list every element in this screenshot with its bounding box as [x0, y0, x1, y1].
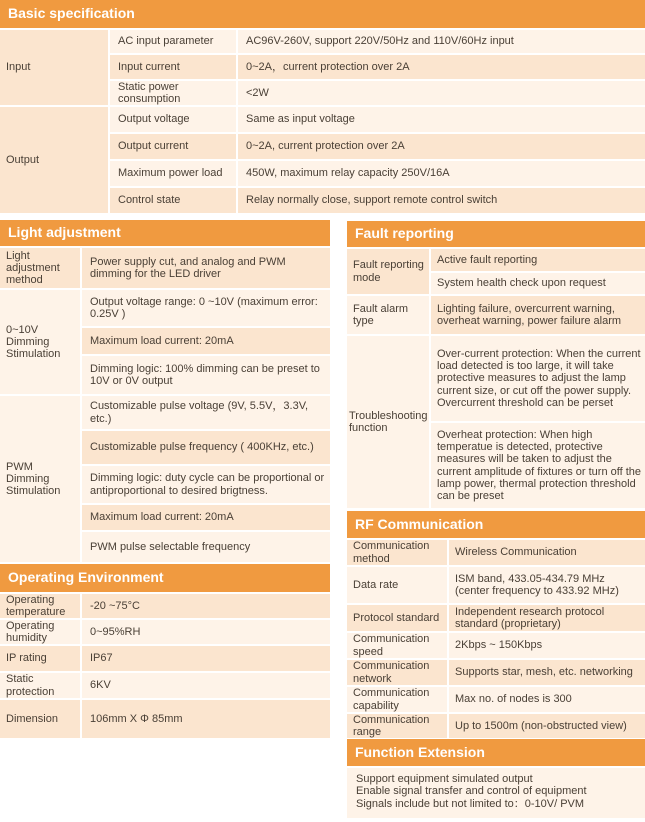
- op-value-4: 106mm X Φ 85mm: [82, 700, 330, 738]
- rf-param-0: Communication method: [347, 540, 447, 565]
- op-param-3: Static protection: [0, 673, 80, 698]
- trouble-item-0: Over-current protection: When the current load detected is too large, it will take protective measures to adjust the lamp current size, or cut off the power supply. Overcurrent threshold can be perset: [431, 336, 645, 421]
- dim-010-item-0: Output voltage range: 0 ~10V (maximum error: 0.25V ): [82, 290, 330, 326]
- rf-value-4: Supports star, mesh, etc. networking: [449, 660, 645, 685]
- fault-reporting-header: [347, 221, 645, 247]
- input-group-label: Input: [0, 30, 108, 105]
- rf-param-4: Communication network: [347, 660, 447, 685]
- op-param-0: Operating temperature: [0, 594, 80, 618]
- pwm-item-1: Customizable pulse frequency ( 400KHz, etc.): [82, 431, 330, 464]
- basic-value-4: 0~2A, current protection over 2A: [238, 134, 645, 159]
- rf-param-3: Communication speed: [347, 633, 447, 658]
- op-param-2: IP rating: [0, 646, 80, 671]
- basic-value-2: <2W: [238, 81, 645, 105]
- fault-mode-item-0: Active fault reporting: [431, 249, 645, 271]
- basic-param-3: Output voltage: [110, 107, 236, 132]
- basic-spec-header: [0, 0, 645, 28]
- fault-alarm-label: Fault alarm type: [347, 296, 429, 334]
- dim-010-label: 0~10V Dimming Stimulation: [0, 290, 80, 394]
- trouble-item-1: Overheat protection: When high temperatue is detected, protective measures will be taken to adjust the current amplitude of fixtures or turn off the lamp power, thermal protection threshold can be preset: [431, 423, 645, 508]
- operating-env-header: [0, 564, 330, 592]
- pwm-label: PWM Dimming Stimulation: [0, 396, 80, 562]
- function-extension-title: Function Extension: [355, 743, 485, 760]
- rf-param-5: Communication capability: [347, 687, 447, 712]
- rf-value-1: ISM band, 433.05-434.79 MHz (center frequency to 433.92 MHz): [449, 567, 645, 603]
- fault-alarm-value: Lighting failure, overcurrent warning, overheat warning, power failure alarm: [431, 296, 645, 334]
- light-adjustment-title: Light adjustment: [8, 224, 121, 241]
- rf-param-6: Communication range: [347, 714, 447, 738]
- basic-value-6: Relay normally close, support remote control switch: [238, 188, 645, 213]
- operating-env-title: Operating Environment: [8, 569, 164, 586]
- basic-value-3: Same as input voltage: [238, 107, 645, 132]
- light-adjustment-header: [0, 220, 330, 246]
- rf-param-2: Protocol standard: [347, 605, 447, 631]
- output-group-label: Output: [0, 107, 108, 213]
- op-value-3: 6KV: [82, 673, 330, 698]
- function-extension-header: [347, 739, 645, 766]
- basic-param-6: Control state: [110, 188, 236, 213]
- basic-value-1: 0~2A，current protection over 2A: [238, 55, 645, 79]
- light-method-label: Light adjustment method: [0, 248, 80, 288]
- trouble-label: Troubleshooting function: [347, 336, 429, 508]
- basic-param-5: Maximum power load: [110, 161, 236, 186]
- basic-param-1: Input current: [110, 55, 236, 79]
- light-method-value: Power supply cut, and analog and PWM dimming for the LED driver: [82, 248, 330, 288]
- op-value-2: IP67: [82, 646, 330, 671]
- op-value-0: -20 ~75°C: [82, 594, 330, 618]
- basic-value-0: AC96V-260V, support 220V/50Hz and 110V/60Hz input: [238, 30, 645, 53]
- pwm-item-2: Dimming logic: duty cycle can be proportional or antiproportional to desired brigtness.: [82, 466, 330, 503]
- basic-param-4: Output current: [110, 134, 236, 159]
- rf-communication-header: [347, 511, 645, 538]
- rf-value-0: Wireless Communication: [449, 540, 645, 565]
- rf-communication-title: RF Communication: [355, 515, 484, 532]
- basic-spec-title: Basic specification: [8, 5, 135, 22]
- rf-value-6: Up to 1500m (non-obstructed view): [449, 714, 645, 738]
- basic-param-0: AC input parameter: [110, 30, 236, 53]
- basic-param-2: Static power consumption: [110, 81, 236, 105]
- pwm-item-4: PWM pulse selectable frequency: [82, 532, 330, 562]
- op-param-1: Operating humidity: [0, 620, 80, 644]
- op-value-1: 0~95%RH: [82, 620, 330, 644]
- fault-reporting-title: Fault reporting: [355, 225, 454, 242]
- function-extension-text: Support equipment simulated output Enable signal transfer and control of equipment Signals include but not limited to：0-10V/ PVM: [347, 768, 645, 818]
- basic-value-5: 450W, maximum relay capacity 250V/16A: [238, 161, 645, 186]
- dim-010-item-1: Maximum load current: 20mA: [82, 328, 330, 354]
- pwm-item-0: Customizable pulse voltage (9V, 5.5V，3.3V, etc.): [82, 396, 330, 429]
- rf-value-2: Independent research protocol standard (proprietary): [449, 605, 645, 631]
- rf-value-5: Max no. of nodes is 300: [449, 687, 645, 712]
- fault-mode-label: Fault reporting mode: [347, 249, 429, 294]
- rf-param-1: Data rate: [347, 567, 447, 603]
- pwm-item-3: Maximum load current: 20mA: [82, 505, 330, 530]
- dim-010-item-2: Dimming logic: 100% dimming can be preset to 10V or 0V output: [82, 356, 330, 394]
- op-param-4: Dimension: [0, 700, 80, 738]
- rf-value-3: 2Kbps ~ 150Kbps: [449, 633, 645, 658]
- fault-mode-item-1: System health check upon request: [431, 273, 645, 294]
